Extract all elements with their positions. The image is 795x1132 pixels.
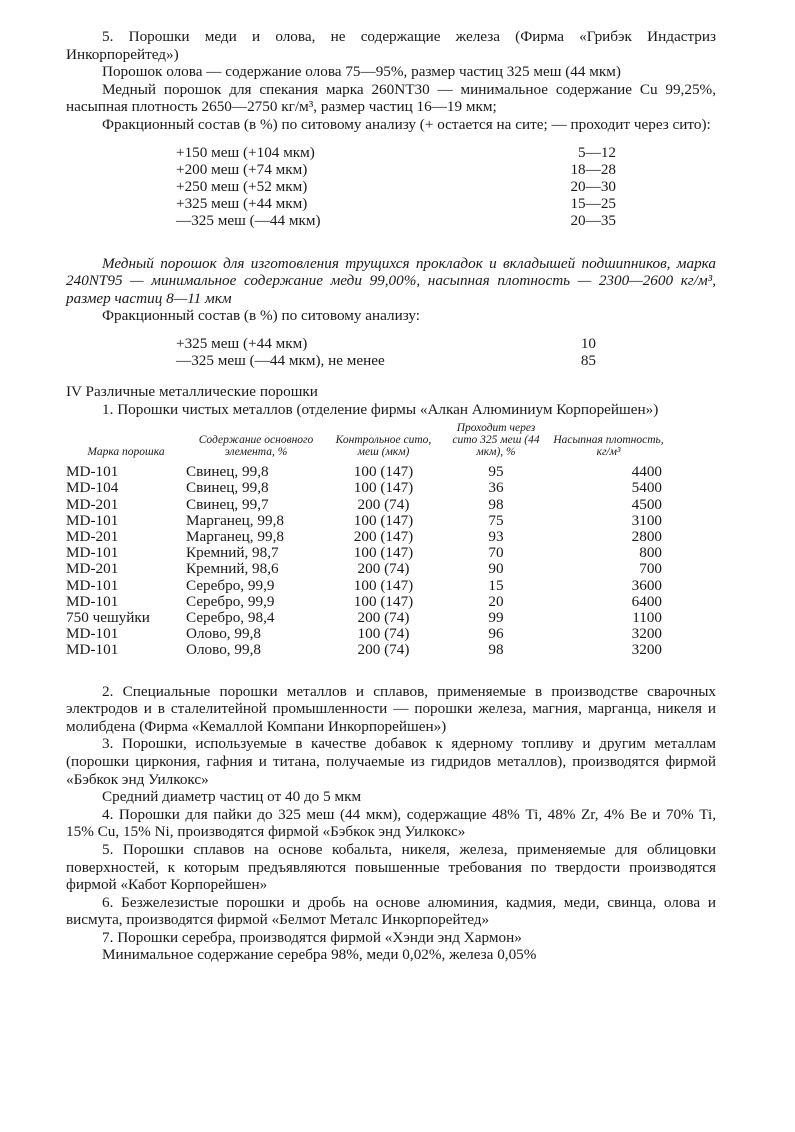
base-content: Свинец, 99,8 xyxy=(186,463,269,481)
base-content: Марганец, 99,8 xyxy=(186,511,284,529)
powder-grade: MD-101 xyxy=(66,463,119,481)
table-header-cell: Содержание основного элемента, % xyxy=(198,434,314,459)
section5-heading: 5. Порошки меди и олова, не содержащие железа (Фирма «Грибэк Индастриз Инкорпорейтед») xyxy=(66,28,716,63)
part4-item7b: Минимальное содержание серебра 98%, меди 0,02%, железа 0,05% xyxy=(102,946,537,964)
fraction-label: +200 меш (+74 мкм) xyxy=(176,160,308,178)
base-content: Свинец, 99,7 xyxy=(186,495,269,513)
control-sieve: 100 (147) xyxy=(353,592,414,610)
fraction-value: 20—35 xyxy=(570,211,616,229)
powder-grade: MD-101 xyxy=(66,592,119,610)
bulk-density: 4400 xyxy=(631,463,662,481)
passing-325-mesh: 93 xyxy=(488,527,504,545)
fraction-label: +250 меш (+52 мкм) xyxy=(176,177,308,195)
base-content: Олово, 99,8 xyxy=(186,641,261,659)
table-row xyxy=(66,561,666,577)
bulk-density: 3200 xyxy=(631,625,662,643)
passing-325-mesh: 98 xyxy=(488,495,504,513)
table-row xyxy=(66,545,666,561)
part4-heading: IV Различные металлические порошки xyxy=(66,382,318,400)
control-sieve: 100 (147) xyxy=(353,463,414,481)
copper-friction-text: Медный порошок для изготовления трущихся прокладок и вкладышей подшипников, марка 240NT95 — минимальное содержание меди 99,00%, насыпная плотность — 2300—2600 кг/м³, размер частиц 8—11 мкм xyxy=(66,254,716,307)
powder-grade: MD-201 xyxy=(66,560,119,578)
passing-325-mesh: 90 xyxy=(488,560,504,578)
passing-325-mesh: 36 xyxy=(488,479,504,497)
powder-grade: MD-101 xyxy=(66,641,119,659)
part4-item3b: Средний диаметр частиц от 40 до 5 мкм xyxy=(102,788,362,806)
table-row xyxy=(66,480,666,496)
bulk-density: 5400 xyxy=(631,479,662,497)
bulk-density: 800 xyxy=(639,544,662,562)
base-content: Свинец, 99,8 xyxy=(186,479,269,497)
passing-325-mesh: 70 xyxy=(488,544,504,562)
fraction-value: 5—12 xyxy=(578,143,616,161)
powder-grade: MD-201 xyxy=(66,495,119,513)
fraction-row xyxy=(176,352,596,369)
passing-325-mesh: 95 xyxy=(488,463,504,481)
part4-item3: 3. Порошки, используемые в качестве добавок к ядерному топливу и другим металлам (порошки циркония, гафния и титана, получаемые из гидридов металлов), производятся фирмой «Бэбкок энд Уилкокс» xyxy=(66,735,716,788)
table-header-cell: Проходит через сито 325 меш (44 мкм), % xyxy=(452,422,540,459)
control-sieve: 200 (74) xyxy=(357,560,410,578)
powder-grade: MD-104 xyxy=(66,479,119,497)
part4-item5: 5. Порошки сплавов на основе кобальта, никеля, железа, применяемые для облицовки поверхностей, к которым предъявляются повышенные требования по твердости производятся фирмой «Кабот Корпорейшен» xyxy=(66,840,716,894)
control-sieve: 200 (74) xyxy=(357,608,410,626)
passing-325-mesh: 15 xyxy=(488,576,504,594)
control-sieve: 200 (147) xyxy=(353,527,414,545)
metal-powder-table xyxy=(66,422,666,658)
base-content: Серебро, 98,4 xyxy=(186,608,275,626)
bulk-density: 1100 xyxy=(632,608,662,626)
table-row xyxy=(66,497,666,513)
passing-325-mesh: 99 xyxy=(488,608,504,626)
powder-grade: MD-101 xyxy=(66,625,119,643)
fraction-row xyxy=(176,178,616,195)
passing-325-mesh: 20 xyxy=(488,592,504,610)
fraction-table-2 xyxy=(176,335,596,369)
passing-325-mesh: 75 xyxy=(488,511,504,529)
part4-item4: 4. Порошки для пайки до 325 меш (44 мкм), содержащие 48% Ti, 48% Zr, 4% Be и 70% Ti, 15% Cu, 15% Ni, производятся фирмой «Бэбкок энд Уилкокс» xyxy=(66,805,716,841)
fraction-value: 15—25 xyxy=(570,194,616,212)
base-content: Марганец, 99,8 xyxy=(186,527,284,545)
part4-item6: 6. Безжелезистые порошки и дробь на основе алюминия, кадмия, меди, свинца, олова и висмута, производятся фирмой «Белмот Металс Инкорпорейтед» xyxy=(66,893,716,929)
bulk-density: 700 xyxy=(639,560,662,578)
fraction-row xyxy=(176,212,616,229)
fraction-value: 10 xyxy=(580,334,596,352)
passing-325-mesh: 98 xyxy=(488,641,504,659)
fraction-intro: Фракционный состав (в %) по ситовому анализу (+ остается на сите; — проходит через сито): xyxy=(102,115,711,133)
bulk-density: 3200 xyxy=(631,641,662,659)
copper-sinter-text: Медный порошок для спекания марка 260NT30 — минимальное содержание Cu 99,25%, насыпная плотность 2650—2750 кг/м³, размер частиц 16—19 мкм; xyxy=(66,80,716,116)
fraction-label: +325 меш (+44 мкм) xyxy=(176,334,308,352)
fraction-value: 85 xyxy=(580,351,596,369)
control-sieve: 100 (147) xyxy=(353,576,414,594)
base-content: Серебро, 99,9 xyxy=(186,576,275,594)
fraction-label: —325 меш (—44 мкм) xyxy=(176,211,321,229)
fraction-value: 20—30 xyxy=(570,177,616,195)
table-row xyxy=(66,464,666,480)
powder-grade: MD-101 xyxy=(66,511,119,529)
powder-grade: MD-101 xyxy=(66,544,119,562)
fraction-table xyxy=(176,144,616,229)
table-row xyxy=(66,513,666,529)
table-row xyxy=(66,642,666,658)
table-row xyxy=(66,529,666,545)
table-row xyxy=(66,594,666,610)
base-content: Серебро, 99,9 xyxy=(186,592,275,610)
bulk-density: 3100 xyxy=(631,511,662,529)
fraction-row xyxy=(176,144,616,161)
bulk-density: 4500 xyxy=(631,495,662,513)
part4-item7: 7. Порошки серебра, производятся фирмой «Хэнди энд Хармон» xyxy=(102,928,522,946)
table-row xyxy=(66,610,666,626)
fraction-row xyxy=(176,161,616,178)
table-row xyxy=(66,578,666,594)
base-content: Кремний, 98,7 xyxy=(186,544,279,562)
part4-item1: 1. Порошки чистых металлов (отделение фирмы «Алкан Алюминиум Корпорейшен») xyxy=(102,400,659,418)
table-row xyxy=(66,626,666,642)
table-header-cell: Насыпная плотность, кг/м³ xyxy=(553,434,664,459)
bulk-density: 3600 xyxy=(631,576,662,594)
fraction-row xyxy=(176,335,596,352)
table-header-cell: Марка порошка xyxy=(87,446,165,459)
control-sieve: 100 (147) xyxy=(353,479,414,497)
control-sieve: 100 (147) xyxy=(353,544,414,562)
bulk-density: 6400 xyxy=(631,592,662,610)
fraction-intro-2: Фракционный состав (в %) по ситовому анализу: xyxy=(102,307,420,325)
base-content: Кремний, 98,6 xyxy=(186,560,279,578)
passing-325-mesh: 96 xyxy=(488,625,504,643)
document-page xyxy=(66,28,716,964)
control-sieve: 100 (74) xyxy=(357,625,410,643)
fraction-label: —325 меш (—44 мкм), не менее xyxy=(176,351,385,369)
control-sieve: 100 (147) xyxy=(353,511,414,529)
fraction-label: +150 меш (+104 мкм) xyxy=(176,143,315,161)
part4-item2: 2. Специальные порошки металлов и сплавов, применяемые в производстве сварочных электродов и в сталелитейной промышленности — порошки железа, магния, марганца, никеля и молибдена (Фирма «Кемаллой Компани Инкорпорейшен») xyxy=(66,682,716,735)
powder-grade: MD-101 xyxy=(66,576,119,594)
base-content: Олово, 99,8 xyxy=(186,625,261,643)
powder-grade: 750 чешуйки xyxy=(66,608,150,626)
fraction-value: 18—28 xyxy=(570,160,616,178)
control-sieve: 200 (74) xyxy=(357,641,410,659)
fraction-row xyxy=(176,195,616,212)
bulk-density: 2800 xyxy=(631,527,662,545)
control-sieve: 200 (74) xyxy=(357,495,410,513)
fraction-label: +325 меш (+44 мкм) xyxy=(176,194,308,212)
tin-powder-text: Порошок олова — содержание олова 75—95%, размер частиц 325 меш (44 мкм) xyxy=(102,63,621,81)
powder-grade: MD-201 xyxy=(66,527,119,545)
table-header-cell: Контрольное сито, меш (мкм) xyxy=(335,434,432,459)
